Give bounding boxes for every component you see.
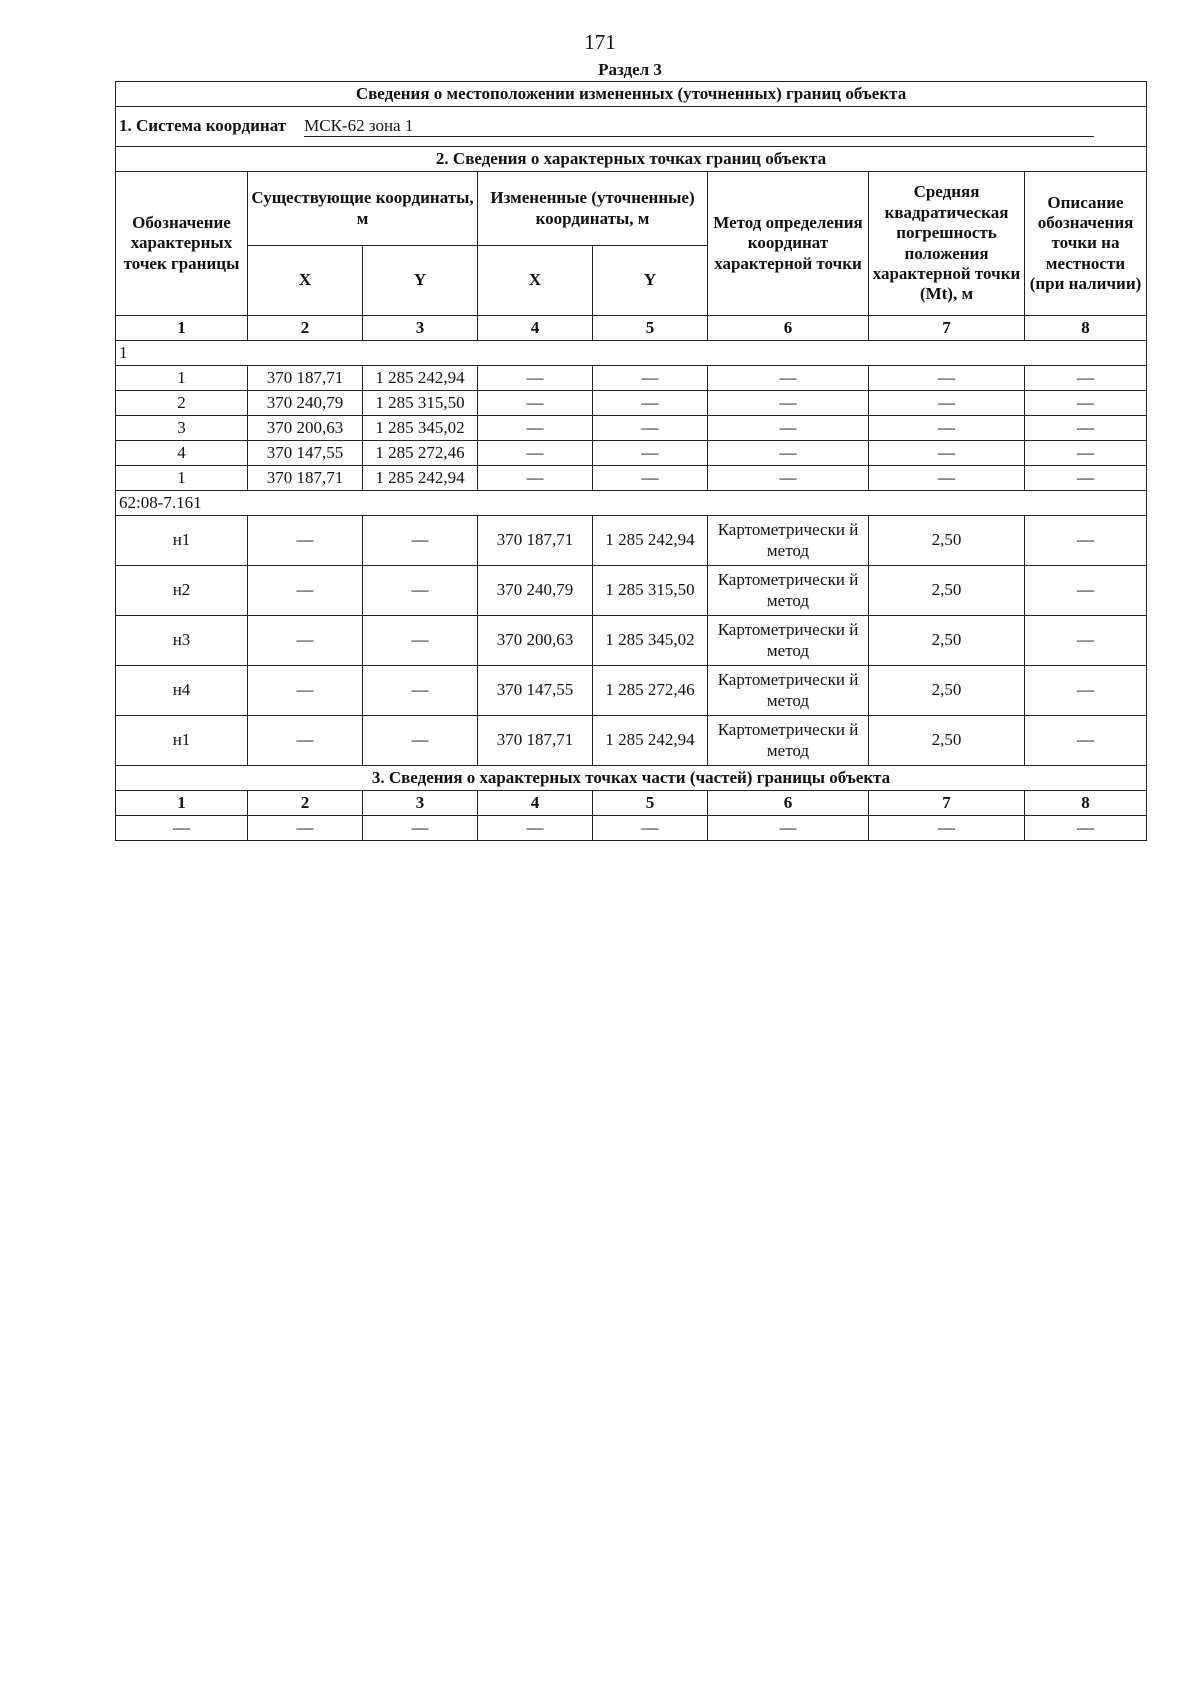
cell: 1 285 315,50 [593,566,708,616]
cell: — [248,616,363,666]
cell: 1 285 242,94 [363,466,478,491]
cell: — [1025,466,1147,491]
cell: — [363,616,478,666]
cell: 2 [116,391,248,416]
header-existing: Существующие координаты, м [248,172,478,246]
cell: — [363,716,478,766]
col-number: 6 [708,316,869,341]
table-row [116,816,1147,841]
col-number: 2 [248,316,363,341]
coord-system-row [116,107,1147,147]
section2-title: 2. Сведения о характерных точках границ объекта [116,147,1147,172]
cell: 370 187,71 [248,466,363,491]
cell: 370 187,71 [248,366,363,391]
cell: 370 147,55 [248,441,363,466]
cell: 2,50 [869,566,1025,616]
cell: 370 240,79 [478,566,593,616]
cell: — [869,816,1025,841]
cell: 1 285 242,94 [363,366,478,391]
cell: — [363,816,478,841]
header-existing-y: Y [363,246,478,316]
cell: Картометрически й метод [708,716,869,766]
cell: н3 [116,616,248,666]
cell: — [708,816,869,841]
cell: — [478,466,593,491]
col-number: 1 [116,316,248,341]
header-designation: Обозначение характерных точек границы [116,172,248,316]
cell: — [1025,391,1147,416]
cell: н2 [116,566,248,616]
table-title: Сведения о местоположении измененных (уточненных) границ объекта [116,82,1147,107]
col-number: 3 [363,316,478,341]
cell: 1 [116,366,248,391]
coord-system-value: МСК-62 зона 1 [304,116,1094,137]
boundary-table [115,81,1147,841]
cell: — [478,416,593,441]
cell: — [708,466,869,491]
cell: — [1025,441,1147,466]
cell: — [593,466,708,491]
table-row [116,716,1147,766]
cell: — [248,816,363,841]
cell: 2,50 [869,616,1025,666]
cell: — [593,416,708,441]
column-numbers-row [116,316,1147,341]
col-number: 5 [593,791,708,816]
table-row [116,616,1147,666]
table-row [116,666,1147,716]
cell: — [869,366,1025,391]
section-title: Раздел 3 [598,60,662,79]
table-row [116,391,1147,416]
cell: — [248,666,363,716]
col-number: 5 [593,316,708,341]
cell: — [1025,366,1147,391]
table-row [116,416,1147,441]
cell: 370 187,71 [478,716,593,766]
cell: Картометрически й метод [708,566,869,616]
cell: — [363,566,478,616]
cell: 370 240,79 [248,391,363,416]
cell: Картометрически й метод [708,666,869,716]
col-number: 1 [116,791,248,816]
cell: 1 285 242,94 [593,716,708,766]
cell: — [708,391,869,416]
table-row [116,516,1147,566]
cell: 1 285 345,02 [363,416,478,441]
group2-label: 62:08-7.161 [116,491,1147,516]
header-changed: Измененные (уточненные) координаты, м [478,172,708,246]
cell: 1 285 315,50 [363,391,478,416]
cell: — [1025,416,1147,441]
cell: — [1025,616,1147,666]
cell: — [1025,716,1147,766]
cell: — [248,566,363,616]
cell: — [248,716,363,766]
cell: — [1025,666,1147,716]
cell: н1 [116,716,248,766]
col-number: 7 [869,316,1025,341]
cell: Картометрически й метод [708,616,869,666]
cell: — [1025,566,1147,616]
cell: 370 187,71 [478,516,593,566]
table-row [116,366,1147,391]
col-number: 4 [478,316,593,341]
cell: 1 285 272,46 [593,666,708,716]
cell: — [593,366,708,391]
cell: 4 [116,441,248,466]
cell: — [708,366,869,391]
cell: — [869,466,1025,491]
cell: н1 [116,516,248,566]
cell: — [478,391,593,416]
cell: — [478,366,593,391]
cell: 370 200,63 [248,416,363,441]
coord-system-label: 1. Система координат [119,115,287,135]
cell: 1 285 345,02 [593,616,708,666]
cell: н4 [116,666,248,716]
cell: Картометрически й метод [708,516,869,566]
table-row [116,441,1147,466]
cell: — [478,816,593,841]
cell: 370 200,63 [478,616,593,666]
cell: — [593,391,708,416]
cell: — [1025,816,1147,841]
cell: — [593,441,708,466]
header-description: Описание обозначения точки на местности (при наличии) [1025,172,1147,316]
header-method: Метод определения координат характерной точки [708,172,869,316]
cell: 1 285 272,46 [363,441,478,466]
section3-title: 3. Сведения о характерных точках части (частей) границы объекта [116,766,1147,791]
cell: — [593,816,708,841]
col-number: 8 [1025,791,1147,816]
col-number: 2 [248,791,363,816]
table-row [116,566,1147,616]
header-changed-y: Y [593,246,708,316]
cell: 2,50 [869,666,1025,716]
table-row [116,466,1147,491]
header-existing-x: X [248,246,363,316]
header-error: Средняя квадратическая погрешность положения характерной точки (Mt), м [869,172,1025,316]
col-number: 4 [478,791,593,816]
cell: — [116,816,248,841]
column-numbers-row [116,791,1147,816]
cell: — [363,516,478,566]
col-number: 6 [708,791,869,816]
cell: 2,50 [869,716,1025,766]
cell: — [869,441,1025,466]
cell: — [248,516,363,566]
page-number: 171 [584,30,616,54]
cell: — [869,391,1025,416]
cell: 1 285 242,94 [593,516,708,566]
cell: — [869,416,1025,441]
col-number: 8 [1025,316,1147,341]
cell: — [363,666,478,716]
cell: 2,50 [869,516,1025,566]
header-changed-x: X [478,246,593,316]
col-number: 3 [363,791,478,816]
cell: — [478,441,593,466]
group1-label: 1 [116,341,1147,366]
cell: — [708,441,869,466]
cell: 3 [116,416,248,441]
cell: 1 [116,466,248,491]
cell: — [708,416,869,441]
cell: 370 147,55 [478,666,593,716]
cell: — [1025,516,1147,566]
col-number: 7 [869,791,1025,816]
